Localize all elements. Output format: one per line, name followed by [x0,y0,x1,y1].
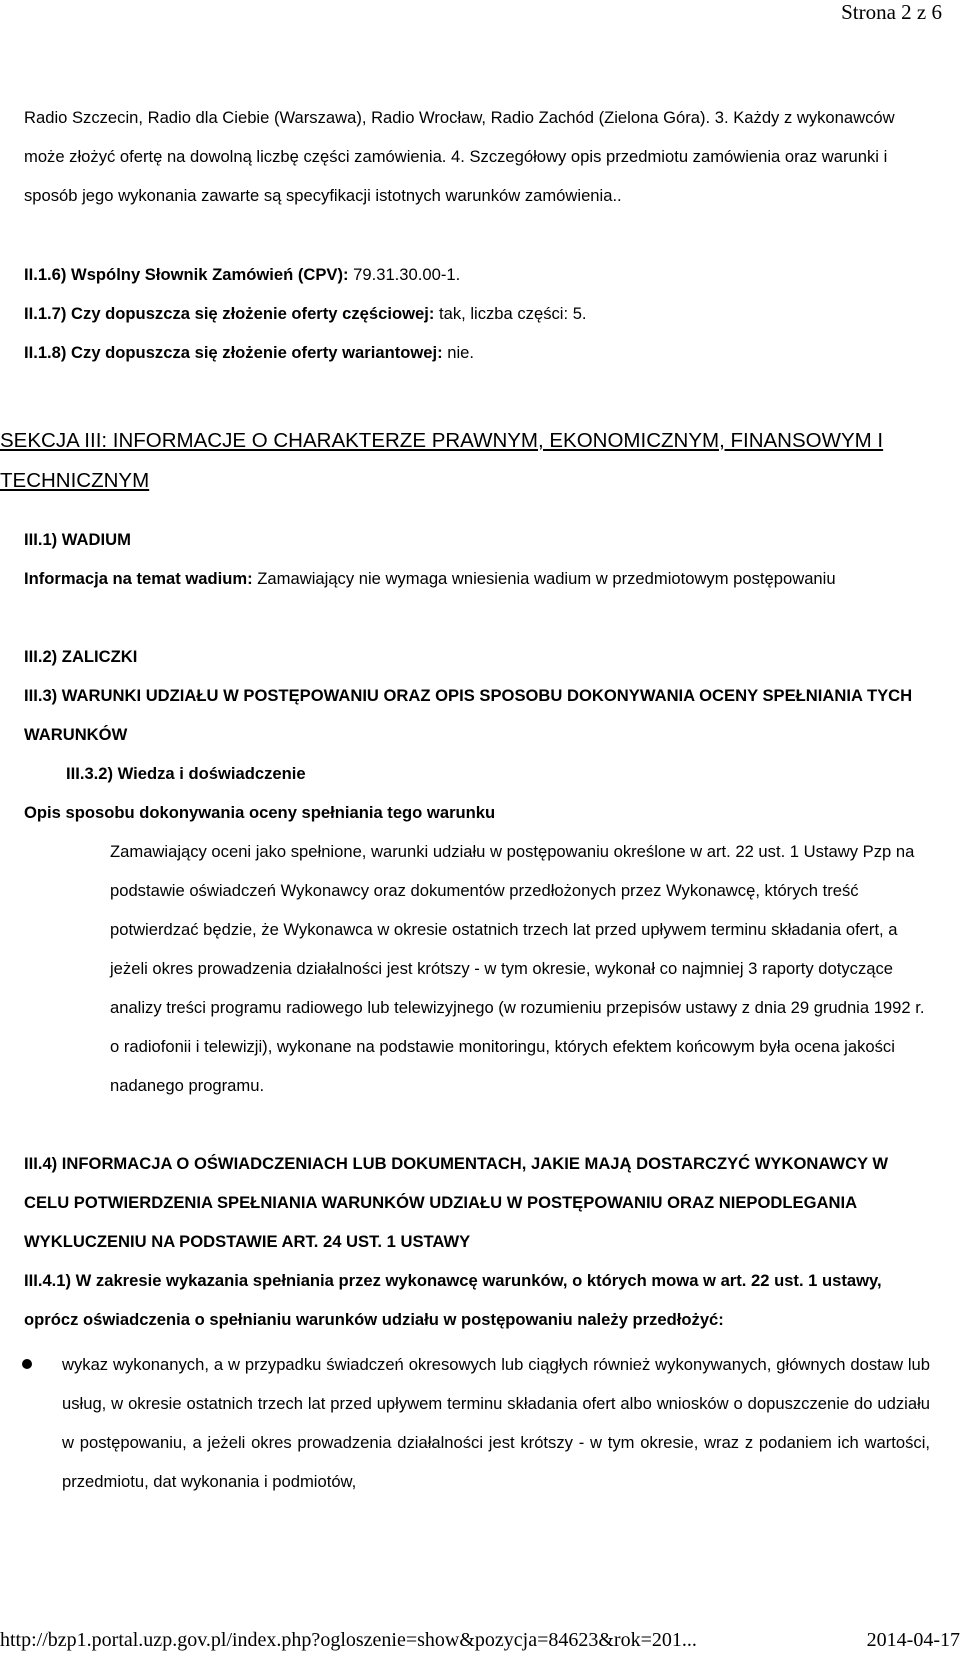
wadium-heading: III.1) WADIUM [24,530,131,549]
cpv-value: 79.31.30.00-1. [348,265,461,284]
wiedza-heading: III.3.2) Wiedza i doświadczenie [66,764,306,783]
wadium-value: Zamawiający nie wymaga wniesienia wadium w przedmiotowym postępowaniu [252,569,836,588]
warunki-heading: III.3) WARUNKI UDZIAŁU W POSTĘPOWANIU ORAZ OPIS SPOSOBU DOKONYWANIA OCENY SPEŁNIANIA TYCH WARUNKÓW [24,686,913,744]
cpv-line [24,255,924,294]
partial-offer-label: II.1.7) Czy dopuszcza się złożenie oferty częściowej: [24,304,435,323]
opis-heading: Opis sposobu dokonywania oceny spełniania tego warunku [24,803,496,822]
footer-date: 2014-04-17 [866,1629,960,1651]
variant-offer-value: nie. [442,343,475,362]
opis-text: Zamawiający oceni jako spełnione, warunki udziału w postępowaniu określone w art. 22 ust. 1 Ustawy Pzp na podstawie oświadczeń Wykonawcy oraz dokumentów przedłożonych przez Wykonawcę, których treść potwierdzać będzie, że Wykonawca w okresie ostatnich trzech lat przed upływem terminu składania ofert, a jeżeli okres prowadzenia działalności jest krótszy - w tym okresie, wykonał co najmniej 3 raporty dotyczące analizy treści programu radiowego lub telewizyjnego (w rozumieniu przepisów ustawy z dnia 29 grudnia 1992 r. o radiofonii i telewizji), wykonane na podstawie monitoringu, których efektem końcowym była ocena jakości nadanego programu. [110,842,925,1095]
partial-offer-value: tak, liczba części: 5. [434,304,587,323]
bullet-icon [22,1359,32,1369]
zakres-heading: III.4.1) W zakresie wykazania spełniania przez wykonawcę warunków, o których mowa w art. 22 ust. 1 ustawy, oprócz oświadczenia o spełnianiu warunków udziału w postępowaniu należy przedłożyć: [24,1271,882,1329]
zaliczki-heading: III.2) ZALICZKI [24,647,138,666]
cpv-label: II.1.6) Wspólny Słownik Zamówień (CPV): [24,265,349,284]
page-number: Strona 2 z 6 [841,0,942,24]
variant-offer-line [24,333,924,372]
wadium-info [24,559,924,598]
partial-offer-line [24,294,924,333]
wadium-label: Informacja na temat wadium: [24,569,253,588]
section-3-title: SEKCJA III: INFORMACJE O CHARAKTERZE PRAWNYM, EKONOMICZNYM, FINANSOWYM I TECHNICZNYM [0,429,884,492]
intro-paragraph: Radio Szczecin, Radio dla Ciebie (Warszawa), Radio Wrocław, Radio Zachód (Zielona Góra). 3. Każdy z wykonawców może złożyć ofertę na dowolną liczbę części zamówienia. 4. Szczegółowy opis przedmiotu zamówienia oraz warunki i sposób jego wykonania zawarte są specyfikacji istotnych warunków zamówienia.. [24,108,895,205]
oswiadczenia-heading: III.4) INFORMACJA O OŚWIADCZENIACH LUB DOKUMENTACH, JAKIE MAJĄ DOSTARCZYĆ WYKONAWCY W CELU POTWIERDZENIA SPEŁNIANIA WARUNKÓW UDZIAŁU W POSTĘPOWANIU ORAZ NIEPODLEGANIA WYKLUCZENIU NA PODSTAWIE ART. 24 UST. 1 USTAWY [24,1154,889,1251]
bullet-item: wykaz wykonanych, a w przypadku świadczeń okresowych lub ciągłych również wykonywanych, głównych dostaw lub usług, w okresie ostatnich trzech lat przed upływem terminu składania ofert albo wniosków o dopuszczenie do udziału w postępowaniu, a jeżeli okres prowadzenia działalności jest krótszy - w tym okresie, wraz z podaniem ich wartości, przedmiotu, dat wykonania i podmiotów, [62,1355,930,1491]
footer-url: http://bzp1.portal.uzp.gov.pl/index.php?ogloszenie=show&pozycja=84623&rok=201... [0,1629,697,1651]
variant-offer-label: II.1.8) Czy dopuszcza się złożenie oferty wariantowej: [24,343,443,362]
